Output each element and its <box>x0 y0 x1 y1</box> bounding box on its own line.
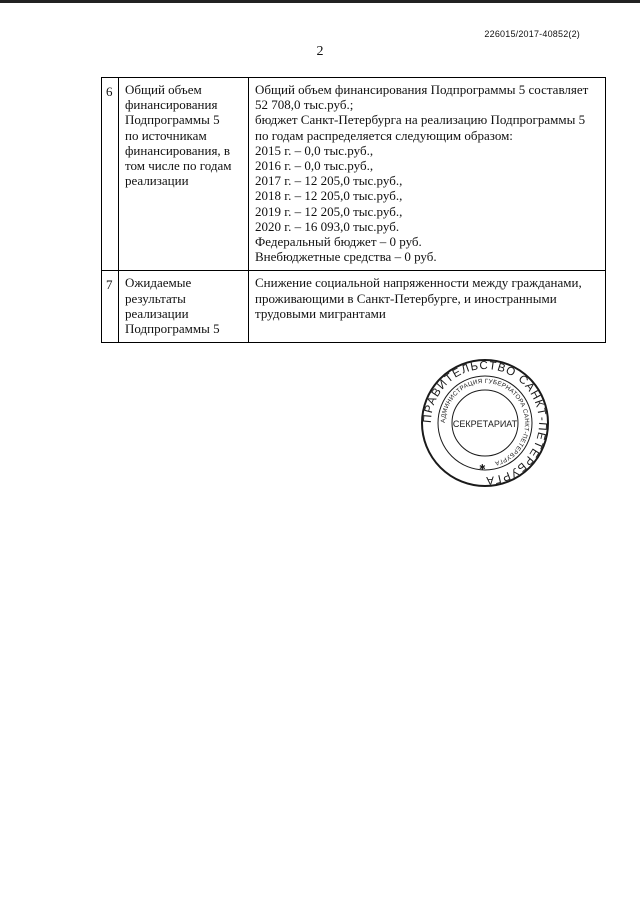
row-number: 7 <box>102 271 119 343</box>
page-number: 2 <box>316 44 324 59</box>
row-value-line: 2016 г. – 0,0 тыс.руб., <box>255 158 374 174</box>
row-value-line: 2017 г. – 12 205,0 тыс.руб., <box>255 173 403 189</box>
row-value-line: Внебюджетные средства – 0 руб. <box>255 249 437 265</box>
row-number: 6 <box>102 78 119 271</box>
row-label-line: реализации <box>125 173 189 189</box>
row-label-line: реализации <box>125 305 189 321</box>
row-value-line: бюджет Санкт-Петербурга на реализацию Подпрограммы 5 <box>255 112 586 128</box>
row-value-line: Федеральный бюджет – 0 руб. <box>255 234 422 250</box>
row-value-text: Снижение социальной напряженности между гражданами, проживающими в Санкт-Петербурге, и иностранными трудовыми мигрантами <box>255 275 582 321</box>
seal-outer-textpath: ПРАВИТЕЛЬСТВО САНКТ-ПЕТЕРБУРГА <box>421 359 549 487</box>
row-value <box>249 78 606 271</box>
row-label-line: том числе по годам <box>125 158 232 174</box>
row-label-line: Общий объем <box>125 82 202 97</box>
row-label-line: Подпрограммы 5 <box>125 321 220 337</box>
row-value-line: 2015 г. – 0,0 тыс.руб., <box>255 142 374 158</box>
row-label-line: Подпрограммы 5 <box>125 112 220 128</box>
seal-star-icon: ✱ <box>479 463 486 472</box>
row-value-line: по годам распределяется следующим образом: <box>255 127 513 143</box>
row-label-line: Ожидаемые <box>125 275 192 291</box>
seal-stamp <box>420 358 550 488</box>
top-rule <box>0 0 640 3</box>
table-row <box>102 271 606 343</box>
row-label <box>119 271 249 343</box>
seal-center-text: СЕКРЕТАРИАТ <box>452 419 518 429</box>
row-value-line: 52 708,0 тыс.руб.; <box>255 97 354 113</box>
row-label-line: по источникам <box>125 127 207 143</box>
row-value-line: 2018 г. – 12 205,0 тыс.руб., <box>255 188 403 204</box>
seal-inner-textpath: АДМИНИСТРАЦИЯ ГУБЕРНАТОРА САНКТ-ПЕТЕРБУРГА <box>439 377 531 467</box>
document-id: 226015/2017-40852(2) <box>484 29 580 39</box>
row-value-line: 2019 г. – 12 205,0 тыс.руб., <box>255 203 403 219</box>
row-label-line: финансирования, в <box>125 142 231 158</box>
row-label-line: финансирования <box>125 97 218 113</box>
row-label-line: результаты <box>125 290 186 306</box>
table-row <box>102 78 606 271</box>
passport-table <box>101 77 606 343</box>
row-value <box>249 271 606 343</box>
row-value-line: Общий объем финансирования Подпрограммы 5 составляет <box>255 82 589 97</box>
row-label <box>119 78 249 271</box>
row-value-line: 2020 г. – 16 093,0 тыс.руб. <box>255 218 400 234</box>
